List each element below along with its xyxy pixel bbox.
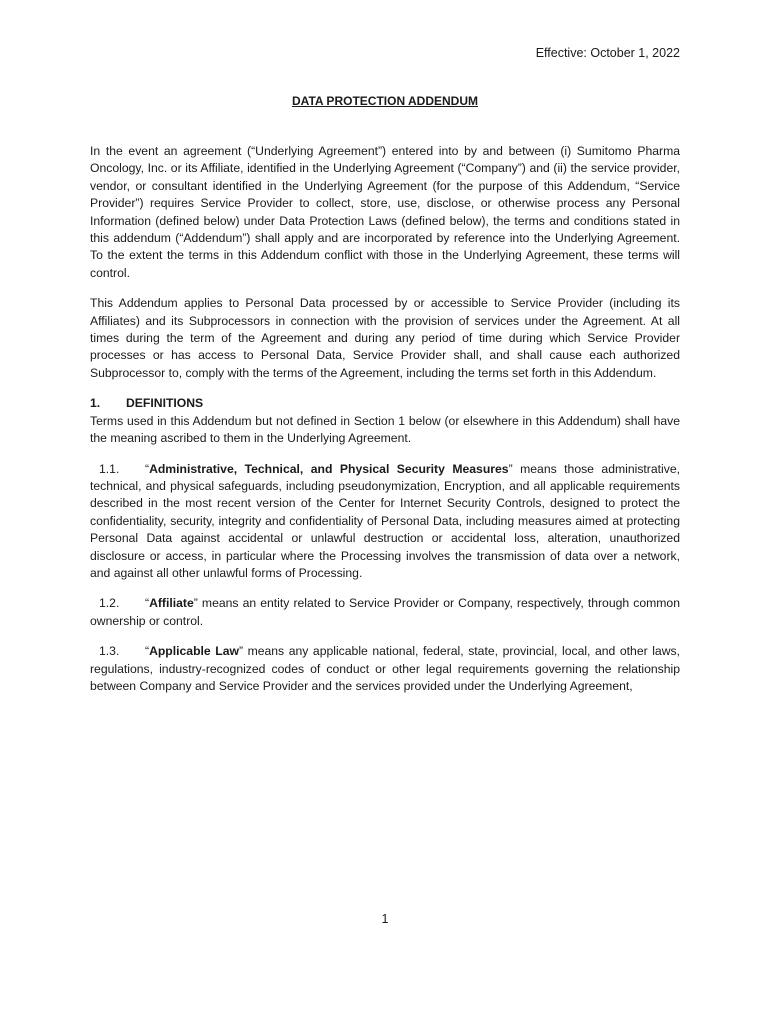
definition-term: Applicable Law bbox=[149, 644, 239, 659]
definition-term: Administrative, Technical, and Physical Security Measures bbox=[149, 461, 509, 476]
section-title: DEFINITIONS bbox=[126, 396, 204, 411]
definition-item: 1.2. “Affiliate” means an entity related to Service Provider or Company, respectively, through common ownership or control. bbox=[90, 596, 680, 628]
page-number: 1 bbox=[381, 912, 389, 926]
definition-text: means any applicable national, federal, state, provincial, local, and other laws, regulations, industry-recognized codes of conduct or other legal requirements governing the relationship between Company and Service Provider and the services provided under the Underlying Agreement, bbox=[90, 644, 680, 693]
definition-number: 1.3. bbox=[99, 644, 120, 659]
document-title: DATA PROTECTION ADDENDUM bbox=[292, 94, 478, 108]
section-heading bbox=[90, 395, 680, 412]
document-body bbox=[90, 143, 680, 708]
definition-term: Affiliate bbox=[149, 596, 194, 611]
definition-text: means those administrative, technical, and physical safeguards, including pseudonymization, Encryption, and all applicable requirements described in the most recent version of the Center for Internet Security Controls, designed to protect the confidentiality, security, integrity and confidentiality of Personal Data, including measures aimed at protecting Personal Data against accidental or unlawful destruction or accidental loss, alteration, unauthorized disclosure or access, in particular where the Processing involves the transmission of data over a network, and against all other unlawful forms of Processing. bbox=[90, 461, 680, 580]
definition-number: 1.2. bbox=[99, 596, 120, 611]
section-number: 1. bbox=[90, 396, 101, 411]
definition-item: 1.3. “Applicable Law” means any applicable national, federal, state, provincial, local, and other laws, regulations, industry-recognized codes of conduct or other legal requirements governing the relationship between Company and Service Provider and the services provided under the Underlying Agreement, bbox=[90, 644, 680, 693]
effective-date: Effective: October 1, 2022 bbox=[535, 46, 680, 60]
scope-paragraph: This Addendum applies to Personal Data processed by or accessible to Service Provider (including its Affiliates) and its Subprocessors in connection with the provision of services under the Agreement. At all times during the term of the Agreement and during any period of time during which Service Provider processes or has access to Personal Data, Service Provider shall, and shall cause each authorized Subprocessor to, comply with the terms of the Agreement, including the terms set forth in this Addendum. bbox=[90, 296, 680, 380]
definition-number: 1.1. bbox=[99, 461, 120, 476]
definition-text: means an entity related to Service Provider or Company, respectively, through common ownership or control. bbox=[90, 596, 680, 628]
intro-paragraph: In the event an agreement (“Underlying Agreement”) entered into by and between (i) Sumitomo Pharma Oncology, Inc. or its Affiliate, identified in the Underlying Agreement (“Company”) and (ii) the service provider, vendor, or consultant identified in the Underlying Agreement (for the purpose of this Addendum, “Service Provider”) requires Service Provider to collect, store, use, disclose, or otherwise process any Personal Information (defined below) under Data Protection Laws (defined below), the terms and conditions stated in this addendum (“Addendum”) shall apply and are incorporated by reference into the Underlying Agreement. To the extent the terms in this Addendum conflict with those in the Underlying Agreement, these terms will control. bbox=[90, 144, 680, 280]
definition-item: 1.1. “Administrative, Technical, and Physical Security Measures” means those administrative, technical, and physical safeguards, including pseudonymization, Encryption, and all applicable requirements described in the most recent version of the Center for Internet Security Controls, designed to protect the confidentiality, security, integrity and confidentiality of Personal Data, including measures aimed at protecting Personal Data against accidental or unlawful destruction or accidental loss, alteration, unauthorized disclosure or access, in particular where the Processing involves the transmission of data over a network, and against all other unlawful forms of Processing. bbox=[90, 461, 680, 580]
section-intro: Terms used in this Addendum but not defined in Section 1 below (or elsewhere in this Addendum) shall have the meaning ascribed to them in the Underlying Agreement. bbox=[90, 413, 680, 446]
